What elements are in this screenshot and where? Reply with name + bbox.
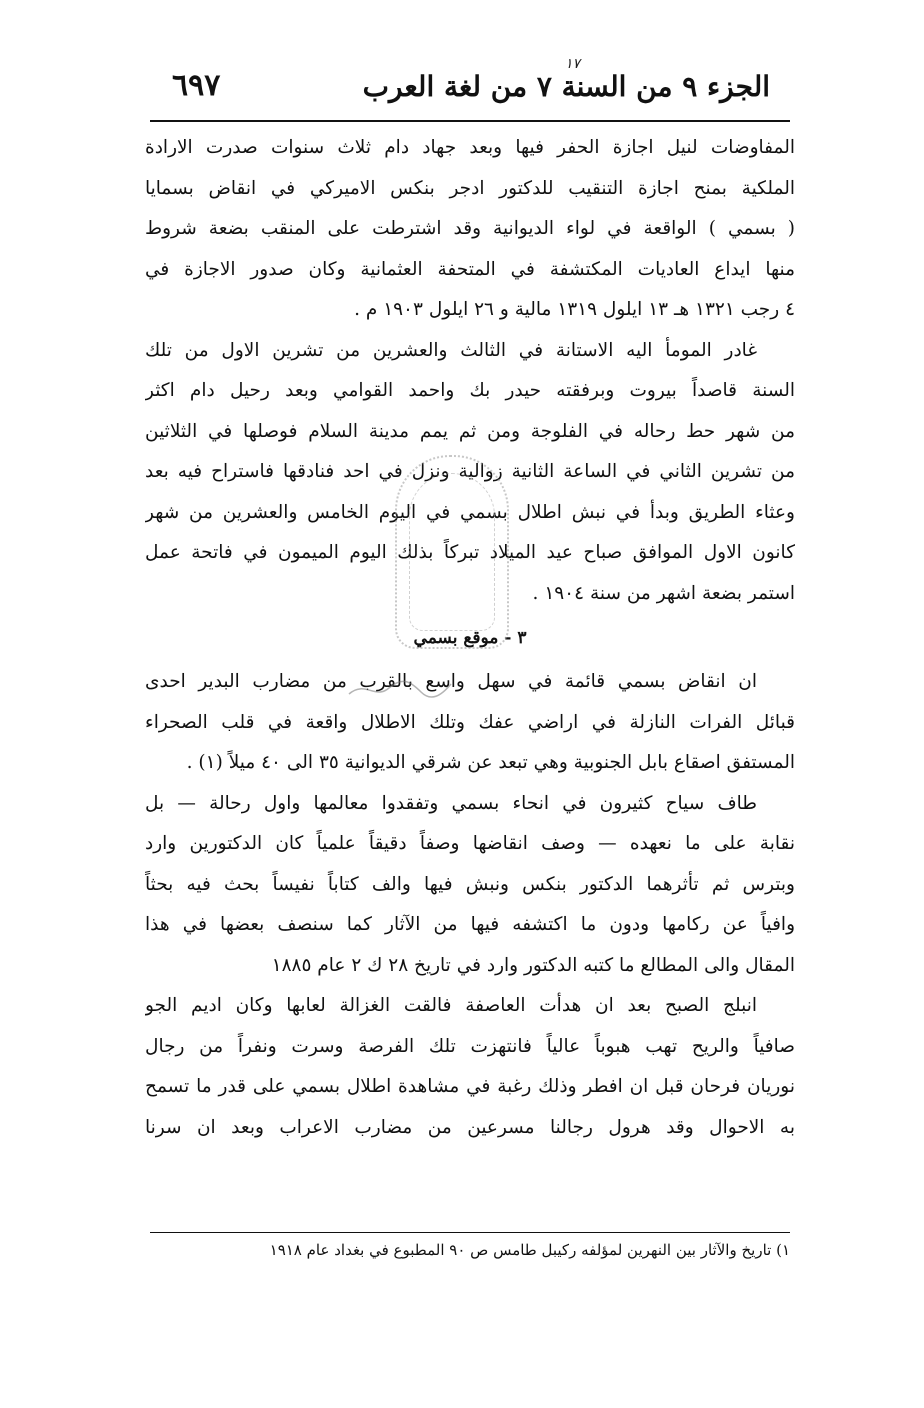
- text-line: نقابة على ما نعهده — وصف انقاضها وصفاً دقيقاً علمياً كان الدكتورين وارد: [145, 833, 795, 854]
- text-line: وعثاء الطريق وبدأ في نبش اطلال بسمي في اليوم الخامس والعشرين من شهر: [145, 501, 795, 523]
- text-line: قبائل الفرات النازلة في اراضي عفك وتلك الاطلال واقعة في قلب الصحراء: [145, 711, 795, 733]
- text-line: وبترس ثم تأثرهما الدكتور بنكس ونبش فيها والف كتاباً نفيساً بحث فيه بحثاً: [145, 873, 795, 895]
- text-line: المقال والى المطالع ما كتبه الدكتور وارد في تاريخ ٢٨ ك ٢ عام ١٨٨٥: [271, 954, 795, 976]
- text-line: من تشرين الثاني في الساعة الثانية زوالية ونزل في احد فنادقها فاستراح فيه بعد: [145, 461, 795, 482]
- text-line: غادر المومأ اليه الاستانة في الثالث والعشرين من تشرين الاول من تلك: [145, 339, 757, 361]
- header-title: الجزء ٩ من السنة ٧ من لغة العرب: [362, 70, 770, 103]
- signature-mark: [345, 676, 455, 702]
- text-line: طاف سياح كثيرون في انحاء بسمي وتفقدوا معالمها واول رحالة — بل: [145, 792, 757, 814]
- text-line: السنة قاصداً بيروت وبرفقته حيدر بك واحمد القوامي وبعد رحيل دام اكثر: [145, 380, 795, 401]
- text-line: المفاوضات لنيل اجازة الحفر فيها وبعد جهاد دام ثلاث سنوات صدرت الارادة: [145, 137, 795, 158]
- text-line: به الاحوال وقد هرول رجالنا مسرعين من مضارب الاعراب وبعد ان سرنا: [145, 1116, 795, 1138]
- text-line: صافياً والريح تهب هبوباً عالياً فانتهزت تلك الفرصة وسرت ونفراً من رجال: [145, 1035, 795, 1057]
- footnote-divider: [150, 1232, 790, 1233]
- text-line: ٤ رجب ١٣٢١ هـ ١٣ ايلول ١٣١٩ مالية و ٢٦ ايلول ١٩٠٣ م .: [354, 299, 795, 320]
- footnote: ١) تاريخ والآثار بين النهرين لمؤلفه ركيبل طامس ص ٩٠ المطبوع في بغداد عام ١٩١٨: [269, 1241, 790, 1259]
- text-line: المستفق اصقاع بابل الجنوبية وهي تبعد عن شرقي الديوانية ٣٥ الى ٤٠ ميلاً (١) .: [186, 752, 795, 773]
- text-line: استمر بضعة اشهر من سنة ١٩٠٤ .: [532, 582, 795, 604]
- text-line: ( بسمي ) الواقعة في لواء الديوانية وقد اشترطت على المنقب بضعة شروط: [145, 218, 795, 239]
- handwritten-note: ١٧: [564, 56, 580, 72]
- header-divider: [150, 120, 790, 122]
- text-line: انبلج الصبح بعد ان هدأت العاصفة فالقت الغزالة لعابها وكان اديم الجو: [145, 995, 757, 1016]
- text-line: من شهر حط رحاله في الفلوجة ومن ثم يمم مدينة السلام فوصلها في الثلاثين: [145, 420, 795, 442]
- section-heading: ٣ - موقع بسمي: [413, 628, 527, 648]
- text-line: الملكية بمنح اجازة التنقيب للدكتور ادجر بنكس الاميركي في انقاض بسمايا: [145, 177, 795, 199]
- text-line: نوريان فرحان قبل ان افطر وذلك رغبة في مشاهدة اطلال بسمي على قدر ما تسمح: [145, 1076, 795, 1097]
- main-text: [145, 128, 795, 1148]
- text-line: كانون الاول الموافق صباح عيد الميلاد تبركاً بذلك اليوم الميمون في فاتحة عمل: [145, 542, 795, 563]
- text-line: وافياً عن ركامها ودون ما اكتشفه فيها من الآثار كما سنصف بعضها في هذا: [145, 914, 795, 935]
- text-line: منها ايداع العاديات المكتشفة في المتحفة العثمانية وكان صدور الاجازة في: [145, 258, 795, 280]
- text-line: ان انقاض بسمي قائمة في سهل واسع بالقرب من مضارب البدير احدى: [145, 671, 757, 692]
- page-number: ٦٩٧: [172, 68, 221, 103]
- running-header: [150, 52, 790, 122]
